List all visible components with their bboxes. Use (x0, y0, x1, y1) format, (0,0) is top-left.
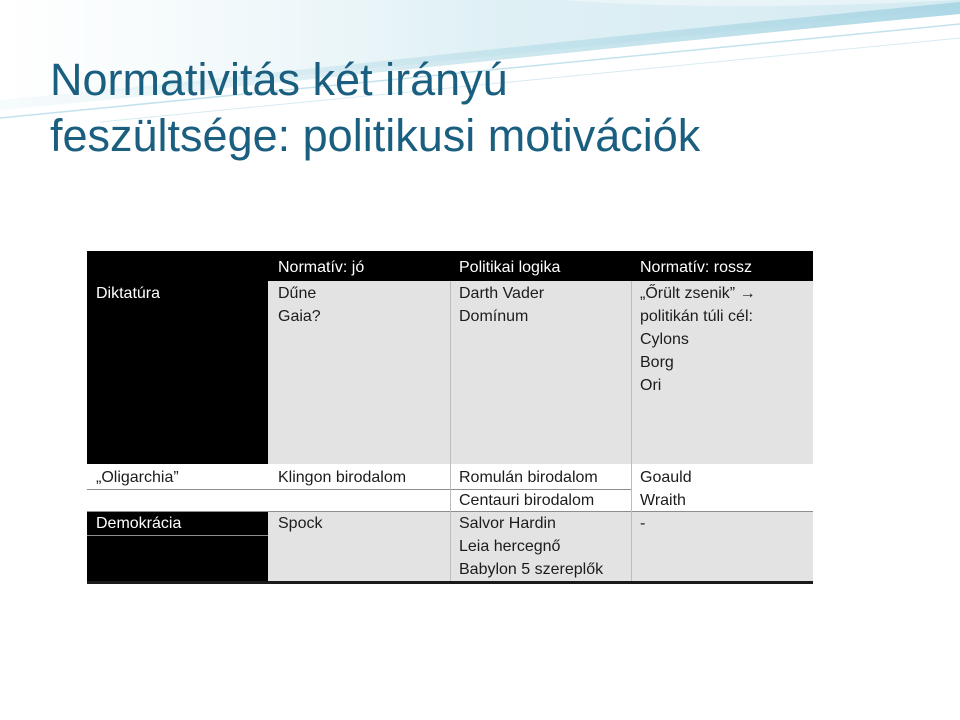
democracy-good-cell (278, 512, 322, 535)
cell-line: Gaia? (278, 308, 321, 325)
cell-line: Babylon 5 szereplők (459, 561, 604, 578)
cell-line: Goauld (640, 469, 692, 486)
cell-line: Dűne (278, 285, 317, 302)
header-normative-good: Normatív: jó (278, 259, 365, 276)
slide-title-line-2: feszültsége: politikusi motivációk (50, 110, 701, 161)
cell-line: - (640, 515, 646, 532)
cell-line: Cylons (640, 331, 689, 348)
democracy-row-inner-line (87, 535, 268, 536)
cell-line: Leia hercegnő (459, 538, 561, 555)
cell-line: Salvor Hardin (459, 515, 556, 532)
header-political-logic: Politikai logika (459, 259, 561, 276)
oligarchy-bad-cell (640, 466, 692, 512)
cell-line: Ori (640, 377, 662, 394)
cell-line: Romulán birodalom (459, 469, 598, 486)
democracy-bad-cell (640, 512, 645, 535)
democracy-logic-cell (459, 512, 603, 581)
cell-line: Spock (278, 515, 323, 532)
table-bottom-border (87, 581, 813, 584)
row-label-oligarchy: „Oligarchia” (96, 469, 179, 486)
cell-line: politikán túli cél: (640, 308, 753, 325)
cell-line: Domínum (459, 308, 529, 325)
oligarchy-logic-cell (459, 466, 598, 512)
row-label-dictatorship: Diktatúra (96, 285, 161, 302)
cell-line: Darth Vader (459, 285, 545, 302)
slide-title-line-1: Normativitás két irányú (50, 54, 508, 105)
header-normative-bad: Normatív: rossz (640, 259, 753, 276)
dictatorship-bad-cell (640, 282, 756, 397)
cell-line: Centauri birodalom (459, 492, 595, 509)
cell-line: Klingon birodalom (278, 469, 407, 486)
slide-title (50, 52, 700, 164)
oligarchy-good-cell (278, 466, 406, 489)
comparison-table (87, 251, 813, 584)
dictatorship-good-cell (278, 282, 321, 328)
cell-line: Borg (640, 354, 674, 371)
column-divider-bad (631, 281, 632, 581)
cell-line: „Őrült zsenik” → (640, 285, 756, 302)
row-label-democracy: Demokrácia (96, 515, 182, 532)
column-divider-logic (450, 281, 451, 581)
cell-line: Wraith (640, 492, 686, 509)
dictatorship-logic-cell (459, 282, 544, 328)
